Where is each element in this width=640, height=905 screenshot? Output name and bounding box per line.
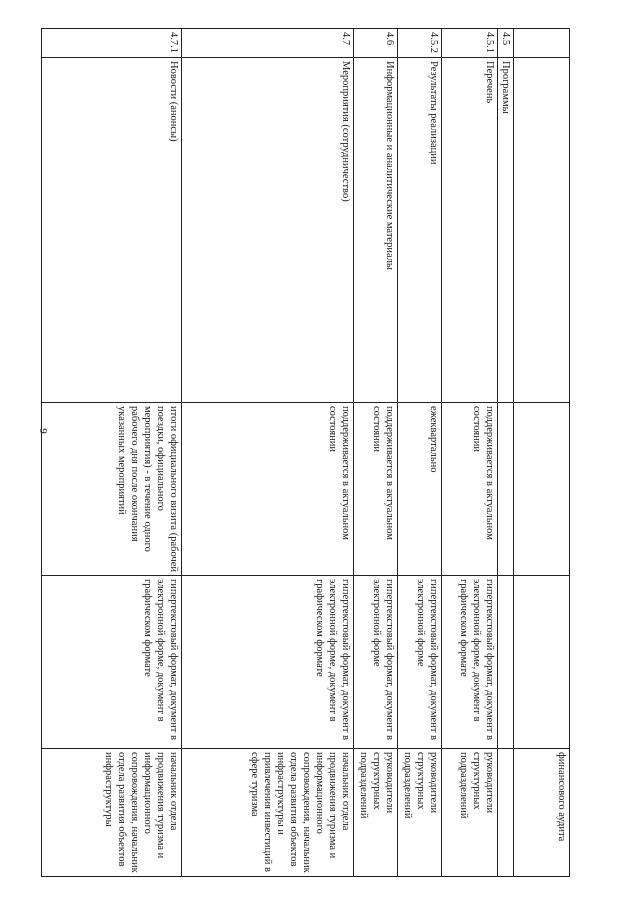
row-responsible: начальник отдела продвижения туризма и информационного сопровождения, начальник отдела развития объектов инфраструктуры и привлечения инвестиций в сфере туризма: [182, 749, 354, 877]
row-period: итоги официального визита (рабочей поездки, официального мероприятия) - в течение одного рабочего дня после окончания указанных мероприятий: [42, 403, 182, 576]
row-name: Перечень: [442, 58, 498, 403]
row-format: гипертекстовый формат, документ в электронной форме: [398, 576, 442, 749]
row-responsible: руководители структурных подразделений: [442, 749, 498, 877]
row-period: поддерживается в актуальном состоянии: [442, 403, 498, 576]
page-number: 9: [36, 428, 49, 434]
row-name: Программы: [498, 58, 514, 403]
table-cell: [514, 403, 570, 576]
row-name: Мероприятия (сотрудничество): [182, 58, 354, 403]
table-row: [182, 29, 354, 877]
table-row: [354, 29, 398, 877]
row-responsible: руководители структурных подразделений: [354, 749, 398, 877]
row-responsible: начальник отдела продвижения туризма и информационного сопровождения, начальник отдела развития объектов инфраструктуры: [42, 749, 182, 877]
row-period: поддерживается в актуальном состоянии: [354, 403, 398, 576]
row-number: 4.5.2: [398, 29, 442, 58]
row-responsible: руководители структурных подразделений: [398, 749, 442, 877]
table-row: [398, 29, 442, 877]
row-period: [498, 403, 514, 576]
table-cell: [514, 576, 570, 749]
row-format: гипертекстовый формат, документ в электронной форме, документ в графическом формате: [42, 576, 182, 749]
row-format: гипертекстовый формат, документ в электронной форме, документ в графическом формате: [442, 576, 498, 749]
row-name: Результаты реализации: [398, 58, 442, 403]
row-format: [498, 576, 514, 749]
row-name: Информационные и аналитические материалы: [354, 58, 398, 403]
row-period: поддерживается в актуальном состоянии: [182, 403, 354, 576]
row-number: 4.5: [498, 29, 514, 58]
row-number: 4.7.1: [42, 29, 182, 58]
row-format: гипертекстовый формат, документ в электронной форме, документ в графическом формате: [182, 576, 354, 749]
document-table: [41, 28, 570, 877]
responsible-header-cell: финансового аудита: [514, 749, 570, 877]
row-number: 4.7: [182, 29, 354, 58]
rotated-page-content: [70, 28, 570, 876]
row-number: 4.5.1: [442, 29, 498, 58]
table-row: [442, 29, 498, 877]
row-number: 4.6: [354, 29, 398, 58]
row-period: ежеквартально: [398, 403, 442, 576]
row-format: гипертекстовый формат, документ в электронной форме: [354, 576, 398, 749]
table-cell: [514, 29, 570, 58]
table-row: [514, 29, 570, 877]
table-row: [42, 29, 182, 877]
row-name: Новости (анонсы): [42, 58, 182, 403]
table-cell: [514, 58, 570, 403]
row-responsible: [498, 749, 514, 877]
table-row: [498, 29, 514, 877]
